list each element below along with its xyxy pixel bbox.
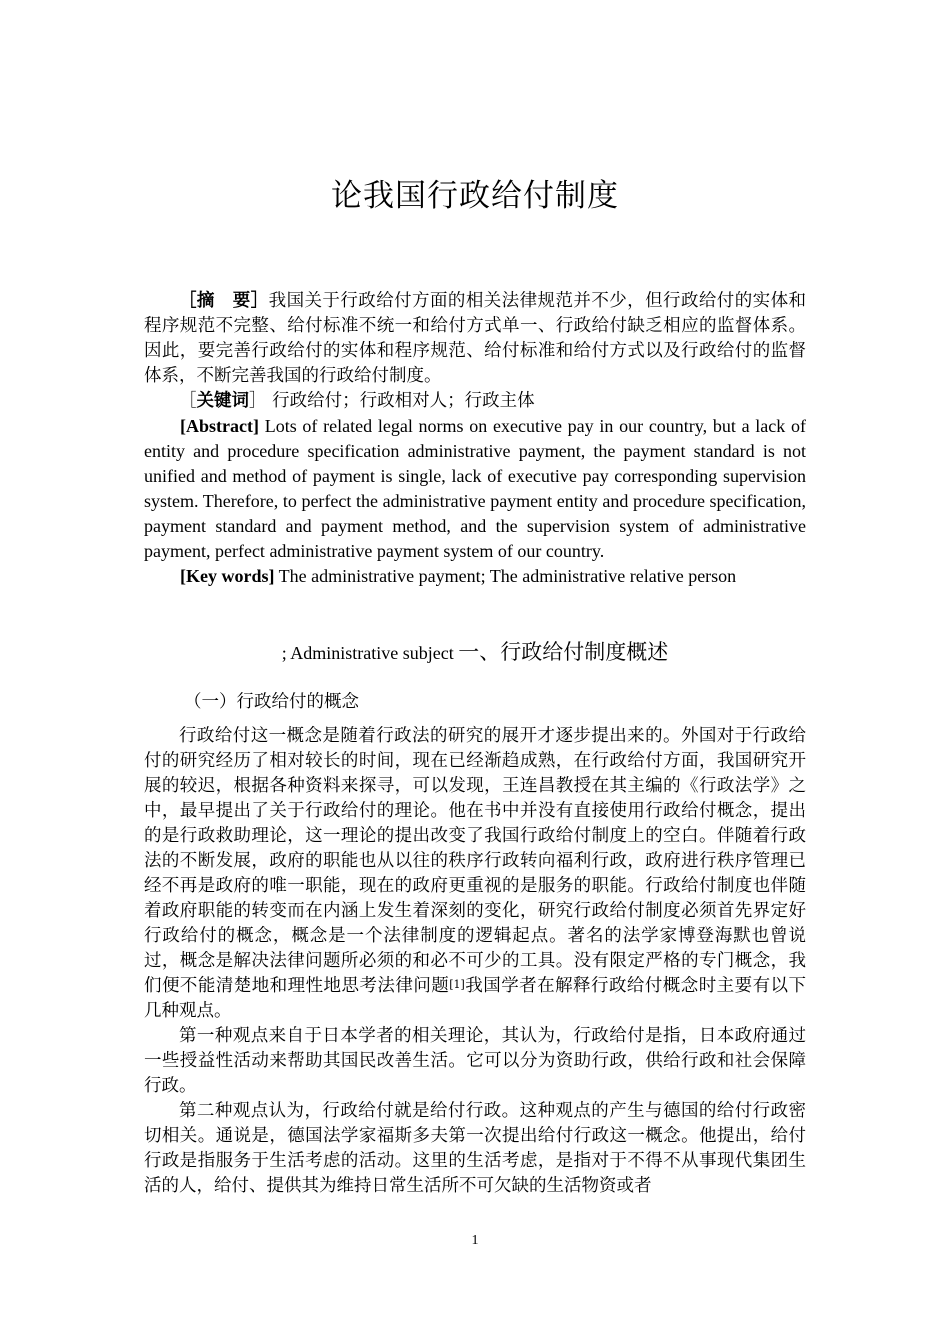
body-paragraph bbox=[144, 724, 806, 1024]
keywords-cn-text: 行政给付；行政相对人；行政主体 bbox=[272, 391, 535, 411]
keywords-cn-label-close: ］ bbox=[249, 391, 267, 411]
keywords-en-text: The administrative payment; The administrative relative person bbox=[274, 566, 737, 586]
abstract-en-text: Lots of related legal norms on executive pay in our country, but a lack of entity and procedure specification administrative payment, the payment standard is not unified and method of payment is single, lack of executive pay corresponding supervision system. Therefore, to perfect the administrative payment entity and procedure specification, payment standard and payment method, and the supervision system of administrative payment, perfect administrative payment system of our country. bbox=[144, 416, 806, 561]
body-paragraph: 第二种观点认为，行政给付就是给付行政。这种观点的产生与德国的给付行政密切相关。通说是，德国法学家福斯多夫第一次提出给付行政这一概念。他提出，给付行政是指服务于生活考虑的活动。这里的生活考虑，是指对于不得不从事现代集团生活的人，给付、提供其为维持日常生活所不可欠缺的生活物资或者 bbox=[144, 1101, 806, 1196]
keywords-cn-label: 关键词 bbox=[196, 391, 249, 411]
keywords-en-paragraph bbox=[144, 564, 806, 589]
abstract-cn-label: ［摘 要］ bbox=[179, 291, 269, 311]
footnote-ref[interactable]: [1] bbox=[449, 978, 465, 991]
section-heading-line bbox=[0, 636, 950, 666]
abstract-en-label: [Abstract] bbox=[180, 416, 259, 436]
keywords-cn-paragraph bbox=[144, 389, 806, 414]
keywords-en-label: [Key words] bbox=[180, 566, 275, 586]
abstract-cn-text: 我国关于行政给付方面的相关法律规范并不少，但行政给付的实体和程序规范不完整、给付标准不统一和给付方式单一、行政给付缺乏相应的监督体系。因此，要完善行政给付的实体和程序规范、给付标准和给付方式以及行政给付的监督体系，不断完善我国的行政给付制度。 bbox=[144, 291, 807, 386]
subsection-1-heading: （一）行政给付的概念 bbox=[184, 692, 359, 712]
main-text bbox=[144, 724, 806, 1199]
paragraph-text: 行政给付这一概念是随着行政法的研究的展开才逐步提出来的。外国对于行政给付的研究经历了相对较长的时间，现在已经渐趋成熟，在行政给付方面，我国研究开展的较迟，根据各种资料来探寻，可以发现，王连昌教授在其主编的《行政法学》之中，最早提出了关于行政给付的理论。他在书中并没有直接使用行政给付概念，提出的是行政救助理论，这一理论的提出改变了我国行政给付制度上的空白。伴随着行政法的不断发展，政府的职能也从以往的秩序行政转向福利行政，政府进行秩序管理已经不再是政府的唯一职能，现在的政府更重视的是服务的职能。行政给付制度也伴随着政府职能的转变而在内涵上发生着深刻的变化，研究行政给付制度必须首先界定好行政给付的概念，概念是一个法律制度的逻辑起点。著名的法学家博登海默也曾说过，概念是解决法律问题所必须的和必不可少的工具。没有限定严格的专门概念，我们便不能清楚地和理性地思考法律问题 bbox=[144, 726, 806, 996]
document-title: 论我国行政给付制度 bbox=[331, 178, 619, 214]
abstract-cn-paragraph bbox=[144, 289, 806, 389]
body-paragraph: 第一种观点来自于日本学者的相关理论，其认为，行政给付是指，日本政府通过一些授益性活动来帮助其国民改善生活。它可以分为资助行政，供给行政和社会保障行政。 bbox=[144, 1026, 806, 1096]
abstract-section bbox=[144, 289, 806, 589]
keywords-cn-label-open: ［ bbox=[179, 391, 197, 411]
abstract-en-paragraph bbox=[144, 414, 806, 564]
keywords-en-tail: ; Administrative subject bbox=[281, 643, 459, 663]
page-number: 1 bbox=[471, 1233, 479, 1248]
paragraph-text: 我国学者在解释行政给付概念时主要有以下几种观点。 bbox=[144, 976, 807, 1021]
section-1-heading: 一、行政给付制度概述 bbox=[458, 640, 669, 664]
